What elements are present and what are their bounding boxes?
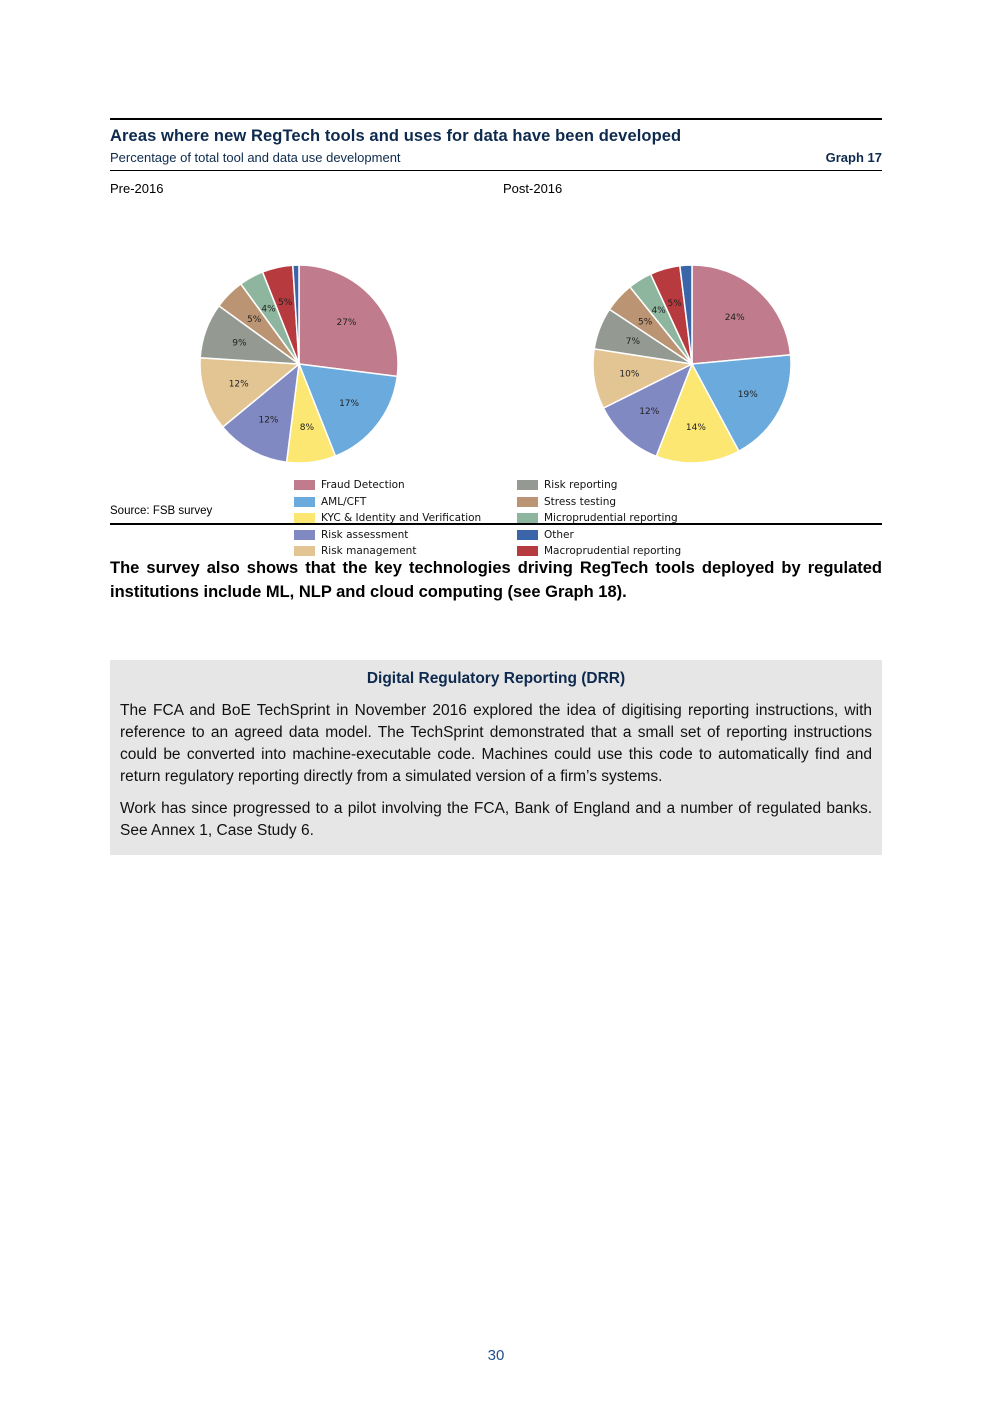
drr-box	[110, 660, 882, 855]
box-paragraph-2: Work has since progressed to a pilot involving the FCA, Bank of England and a number of regulated banks. See Annex 1, Case Study 6.	[120, 800, 872, 839]
legend-swatch-risk-assessment	[294, 530, 315, 540]
legend-swatch-aml-cft	[294, 497, 315, 507]
pie-label-pre-2016-risk-management: 12%	[228, 379, 249, 390]
pie-label-pre-2016-risk-reporting: 9%	[232, 338, 247, 349]
pie-label-pre-2016-macroprudential-reporting: 5%	[278, 298, 293, 309]
legend-label: Risk assessment	[321, 528, 409, 541]
pie-title-pre-2016: Pre-2016	[110, 181, 164, 196]
legend-swatch-microprudential	[517, 513, 538, 523]
graph-panel	[110, 118, 882, 558]
source-note: Source: FSB survey	[110, 505, 882, 525]
pie-label-post-2016-risk-assessment: 12%	[639, 406, 660, 417]
graph-subtitle-row	[110, 150, 882, 171]
legend-label: Microprudential reporting	[544, 512, 678, 525]
legend-swatch-stress-testing	[517, 497, 538, 507]
graph-subtitle: Percentage of total tool and data use development	[110, 150, 401, 165]
pie-label-pre-2016-kyc-identity-and-verification: 8%	[299, 422, 315, 433]
pie-label-pre-2016-stress-testing: 5%	[247, 315, 262, 326]
legend-item	[294, 477, 481, 494]
legend-item	[517, 527, 681, 544]
pie-title-post-2016: Post-2016	[503, 181, 563, 196]
legend-item	[517, 494, 681, 511]
legend-label: Stress testing	[544, 495, 617, 508]
pie-label-post-2016-stress-testing: 5%	[638, 317, 653, 328]
graph-number: Graph 17	[825, 150, 882, 165]
legend-label: Other	[544, 528, 574, 541]
box-paragraph-1: The FCA and BoE TechSprint in November 2016 explored the idea of digitising reporting instructions, with reference to an agreed data model. The TechSprint demonstrated that a small set of reporting instructions could be converted into machine-executable code. Machines could use this code to automatically find and return regulatory reporting directly from a simulated version of a firm’s systems.	[120, 702, 872, 785]
pie-label-post-2016-risk-reporting: 7%	[625, 337, 641, 348]
legend-label: Macroprudential reporting	[544, 545, 682, 558]
pie-label-post-2016-macroprudential-reporting: 5%	[667, 299, 682, 310]
legend-swatch-fraud-detection	[294, 480, 315, 490]
legend-item	[517, 477, 681, 494]
legend-item	[294, 510, 481, 527]
pie-label-pre-2016-microprudential-reporting: 4%	[261, 304, 276, 315]
page-number: 30	[487, 1347, 505, 1364]
legend-item	[294, 527, 481, 544]
pie-charts	[110, 171, 882, 477]
legend-swatch-macroprudential	[517, 546, 538, 556]
legend-right	[517, 477, 681, 560]
pie-label-pre-2016-aml-cft: 17%	[339, 398, 360, 409]
legend-item	[517, 510, 681, 527]
graph-title: Areas where new RegTech tools and uses for data have been developed	[110, 127, 682, 145]
legend-swatch-risk-reporting	[517, 480, 538, 490]
legend-label: Risk management	[321, 545, 417, 558]
top-rule	[110, 118, 882, 120]
pie-label-pre-2016-fraud-detection: 27%	[336, 318, 357, 329]
box-title: Digital Regulatory Reporting (DRR)	[366, 670, 626, 687]
pie-label-post-2016-risk-management: 10%	[619, 369, 640, 380]
pie-label-post-2016-kyc-identity-and-verification: 14%	[685, 423, 706, 434]
legend-item	[294, 494, 481, 511]
legend-swatch-risk-management	[294, 546, 315, 556]
pie-label-post-2016-aml-cft: 19%	[737, 390, 758, 400]
pie-label-post-2016-fraud-detection: 24%	[724, 313, 745, 324]
legend-label: AML/CFT	[321, 495, 367, 508]
legend-swatch-kyc	[294, 513, 315, 523]
pie-label-pre-2016-risk-assessment: 12%	[258, 415, 279, 426]
legend-left	[294, 477, 481, 560]
pie-label-post-2016-microprudential-reporting: 4%	[651, 306, 666, 317]
legend-swatch-other	[517, 530, 538, 540]
legend-label: Risk reporting	[544, 479, 618, 492]
body-paragraph: The survey also shows that the key technologies driving RegTech tools deployed by regulated institutions include ML, NLP and cloud computing (see Graph 18).	[110, 559, 882, 601]
legend-label: Fraud Detection	[321, 479, 405, 492]
legend-label: KYC & Identity and Verification	[321, 512, 482, 525]
